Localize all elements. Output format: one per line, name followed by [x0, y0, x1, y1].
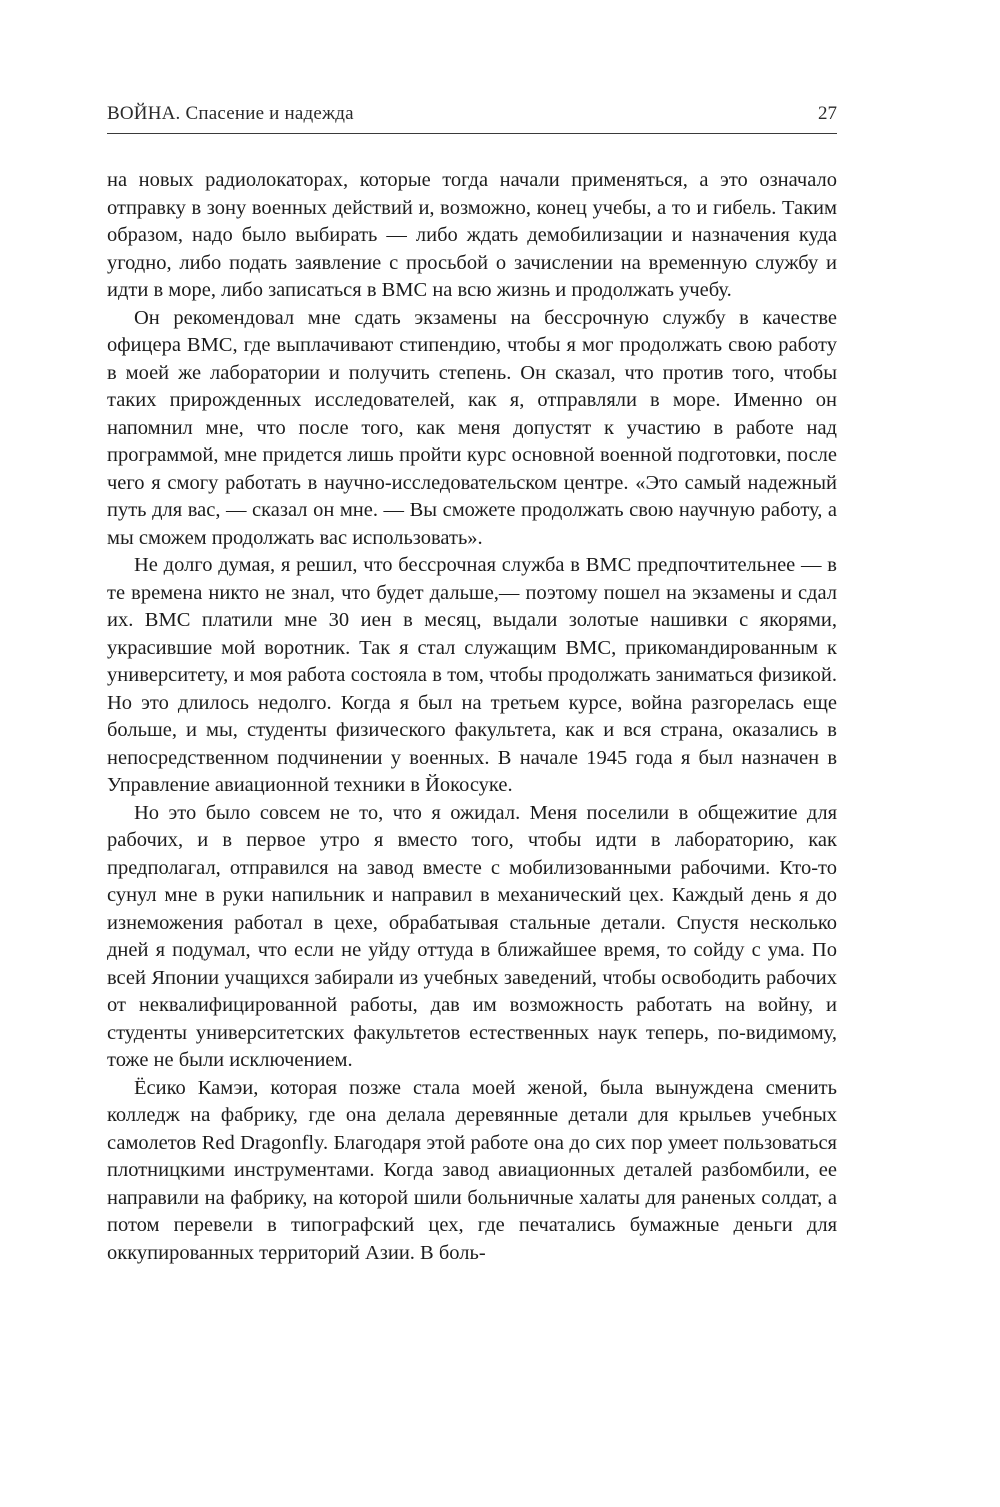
running-head-title: ВОЙНА. Спасение и надежда [107, 103, 354, 124]
paragraph: Ёсико Камэи, которая позже стала моей женой, была вынуждена сменить колледж на фабрику, где она делала деревянные детали для крыльев учебных самолетов Red Dragonfly. Благодаря этой работе она до сих пор умеет пользоваться плотницкими инструментами. Когда завод авиационных деталей разбомбили, ее направили на фабрику, на которой шили больничные халаты для раненых солдат, а потом перевели в типографский цех, где печатались бумажные деньги для оккупированных территорий Азии. В боль- [107, 1076, 837, 1264]
body-text [107, 167, 837, 1267]
paragraph: Но это было совсем не то, что я ожидал. Меня поселили в общежитие для рабочих, и в первое утро я вместо того, чтобы идти в лабораторию, как предполагал, отправился на завод вместе с мобилизованными рабочими. Кто-то сунул мне в руки напильник и направил в механический цех. Каждый день я до изнеможения работал в цехе, обрабатывая стальные детали. Спустя несколько дней я подумал, что если не уйду оттуда в ближайшее время, то сойду с ума. По всей Японии учащихся забирали из учебных заведений, чтобы освободить рабочих от неквалифицированной работы, дав им возможность работать на войну, и студенты университетских факультетов естественных наук теперь, по-видимому, тоже не были исключением. [107, 801, 837, 1071]
page-number: 27 [818, 103, 837, 124]
paragraph: Он рекомендовал мне сдать экзамены на бессрочную службу в качестве офицера ВМС, где выплачивают стипендию, чтобы я мог продолжать свою работу в моей же лаборатории и получить степень. Он сказал, что против того, чтобы таких прирожденных исследователей, как я, отправляли в море. Именно он напомнил мне, что после того, как меня допустят к участию в работе над программой, мне придется лишь пройти курс основной военной подготовки, после чего я смогу работать в научно-исследовательском центре. «Это самый надежный путь для вас, — сказал он мне. — Вы сможете продолжать свою научную работу, а мы сможем продолжать вас использовать». [107, 306, 837, 549]
paragraph: Не долго думая, я решил, что бессрочная служба в ВМС предпочтительнее — в те времена никто не знал, что будет дальше,— поэтому пошел на экзамены и сдал их. ВМС платили мне 30 иен в месяц, выдали золотые нашивки с якорями, украсившие мой воротник. Так я стал служащим ВМС, прикомандированным к университету, и моя работа состояла в том, чтобы продолжать заниматься физикой. Но это длилось недолго. Когда я был на третьем курсе, война разгорелась еще больше, и мы, студенты физического факультета, как и вся страна, оказались в непосредственном подчинении у военных. В начале 1945 года я был назначен в Управление авиационной техники в Йокосуке. [107, 554, 837, 796]
paragraph: на новых радиолокаторах, которые тогда начали применяться, а это означало отправку в зону военных действий и, возможно, конец учебы, а то и гибель. Таким образом, надо было выбирать — либо ждать демобилизации и назначения куда угодно, либо подать заявление с просьбой о зачислении на временную службу и идти в море, либо записаться в ВМС на всю жизнь и продолжать учебу. [107, 169, 837, 301]
running-head [107, 101, 837, 131]
header-divider [107, 133, 837, 134]
